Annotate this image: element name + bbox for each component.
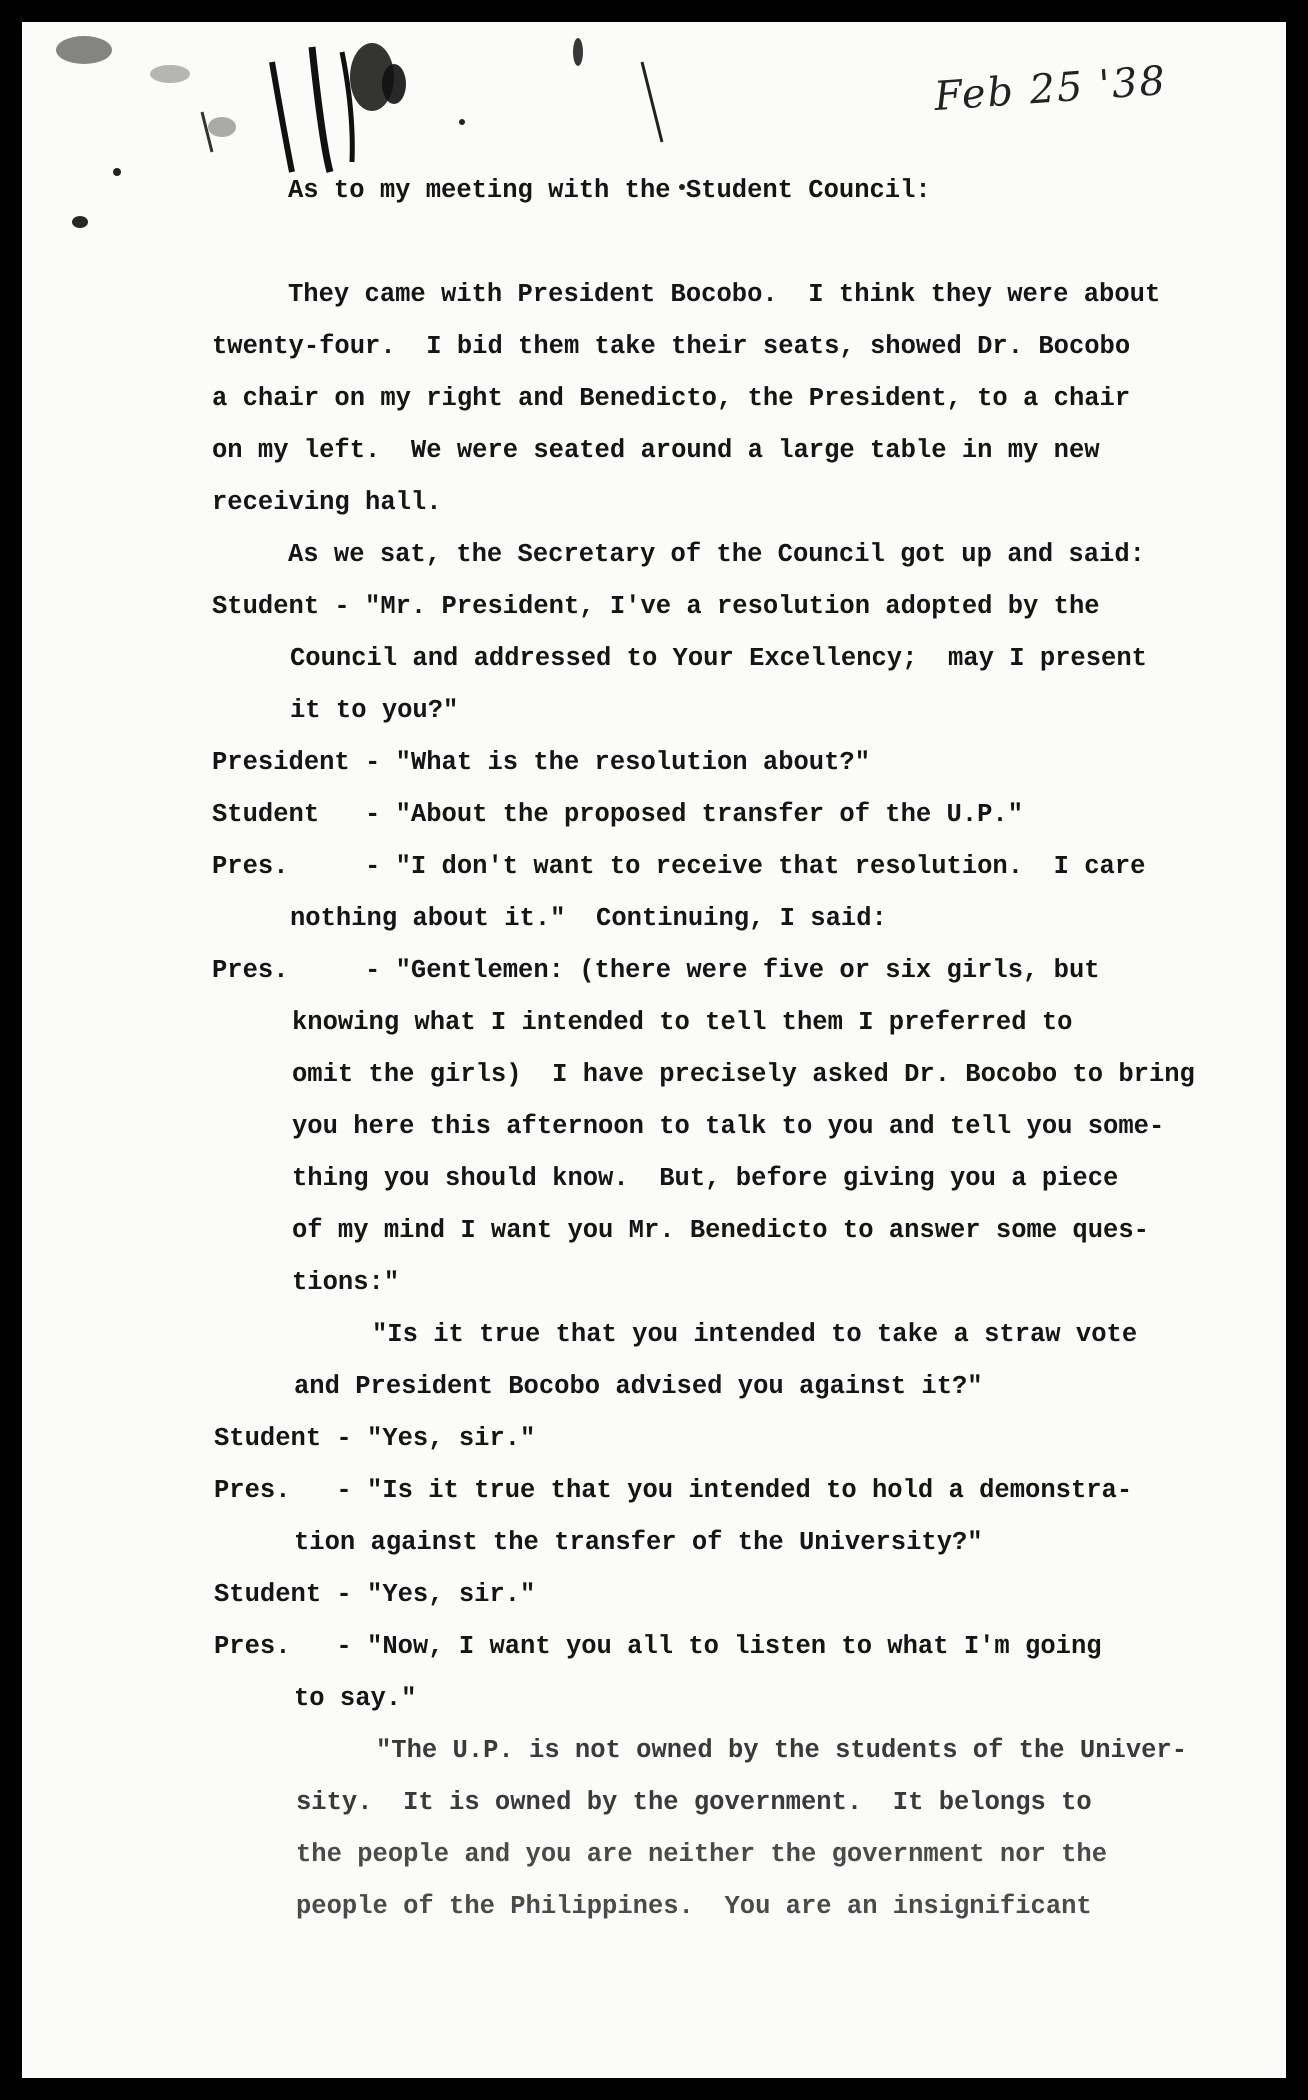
text-line: it to you?" — [290, 696, 459, 725]
text-line: to say." — [294, 1684, 417, 1713]
text-line: Pres. - "I don't want to receive that resolution. I care — [212, 852, 1146, 881]
text-line: twenty-four. I bid them take their seats, showed Dr. Bocobo — [212, 332, 1131, 361]
text-line: "The U.P. is not owned by the students of the Univer- — [376, 1736, 1188, 1765]
text-line: President - "What is the resolution about?" — [212, 748, 871, 777]
text-line: on my left. We were seated around a large table in my new — [212, 436, 1100, 465]
text-line: Pres. - "Is it true that you intended to hold a demonstra- — [214, 1476, 1133, 1505]
text-line: Student - "About the proposed transfer of the U.P." — [212, 800, 1024, 829]
text-line: Pres. - "Now, I want you all to listen to what I'm going — [214, 1632, 1102, 1661]
text-line: people of the Philippines. You are an insignificant — [296, 1892, 1092, 1921]
text-line: thing you should know. But, before giving you a piece — [292, 1164, 1119, 1193]
text-line: tions:" — [292, 1268, 400, 1297]
text-line: tion against the transfer of the University?" — [294, 1528, 983, 1557]
text-line: sity. It is owned by the government. It belongs to — [296, 1788, 1092, 1817]
text-line: They came with President Bocobo. I think they were about — [288, 280, 1161, 309]
text-line: nothing about it." Continuing, I said: — [290, 904, 887, 933]
text-line: receiving hall. — [212, 488, 442, 517]
document-page — [22, 22, 1286, 2078]
text-line: Student - "Yes, sir." — [214, 1580, 536, 1609]
handwritten-date-annotation: Feb 25 '38 — [932, 57, 1169, 121]
text-line: and President Bocobo advised you against it?" — [294, 1372, 983, 1401]
text-line: the people and you are neither the government nor the — [296, 1840, 1108, 1869]
text-line: Council and addressed to Your Excellency; may I present — [290, 644, 1147, 673]
text-line: of my mind I want you Mr. Benedicto to answer some ques- — [292, 1216, 1149, 1245]
text-line: a chair on my right and Benedicto, the President, to a chair — [212, 384, 1131, 413]
ink-smudges — [22, 22, 1286, 242]
heading: As to my meeting with the Student Council: — [288, 176, 931, 205]
text-line: knowing what I intended to tell them I preferred to — [292, 1008, 1073, 1037]
text-line: omit the girls) I have precisely asked Dr. Bocobo to bring — [292, 1060, 1195, 1089]
text-line: Pres. - "Gentlemen: (there were five or six girls, but — [212, 956, 1100, 985]
text-line: you here this afternoon to talk to you and tell you some- — [292, 1112, 1165, 1141]
text-line: Student - "Yes, sir." — [214, 1424, 536, 1453]
text-line: "Is it true that you intended to take a straw vote — [372, 1320, 1138, 1349]
text-line: As we sat, the Secretary of the Council got up and said: — [288, 540, 1145, 569]
text-line: Student - "Mr. President, I've a resolution adopted by the — [212, 592, 1100, 621]
